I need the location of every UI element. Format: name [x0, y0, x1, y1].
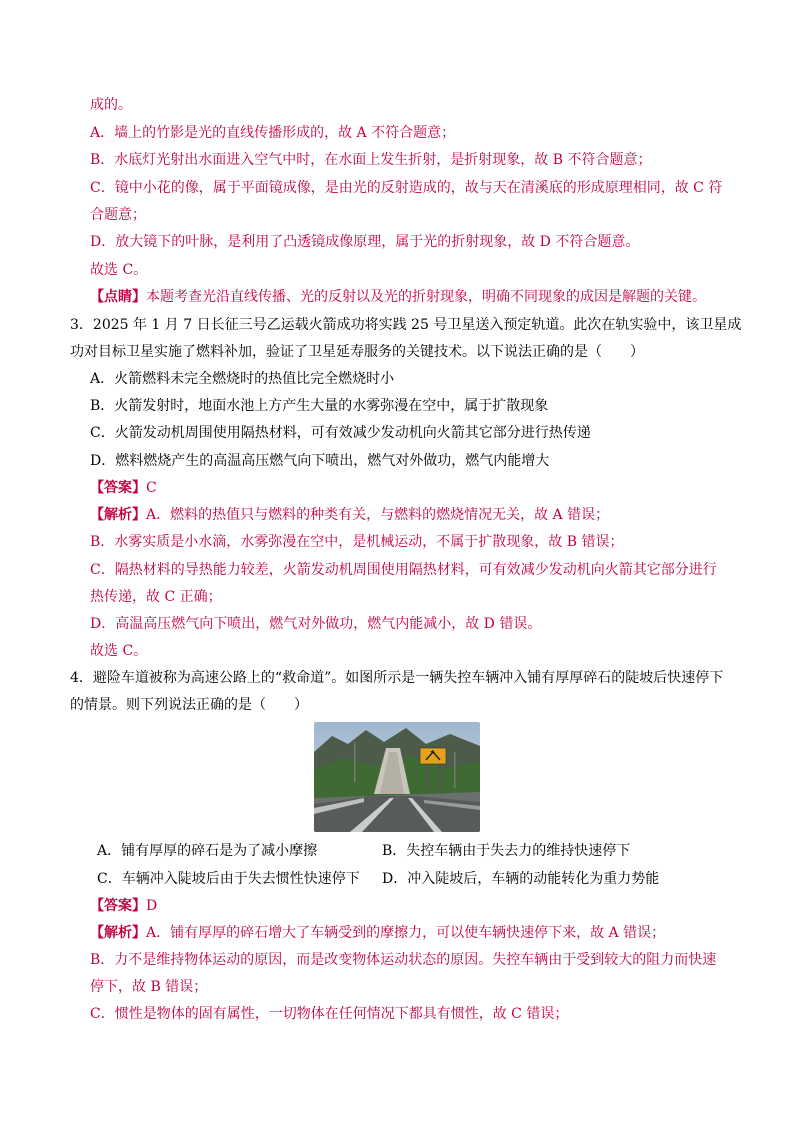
answer-tag: 【答案】 [90, 898, 146, 914]
question-4-option-b: B．失控车辆由于失去力的维持快速停下 [382, 843, 631, 859]
solution-option-a: A．墙上的竹影是光的直线传播形成的，故 A 不符合题意； [90, 125, 456, 141]
question-4-option-d: D．冲入陡坡后，车辆的动能转化为重力势能 [382, 871, 660, 887]
solution-line: 成的。 [90, 97, 132, 113]
solution-tip [90, 288, 706, 306]
question-4-option-a: A．铺有厚厚的碎石是为了减小摩擦 [97, 843, 318, 859]
answer-value: C [146, 480, 157, 496]
question-4-analysis [90, 924, 665, 942]
answer-value: D [146, 898, 158, 914]
question-4-stem: 4．避险车道被称为高速公路上的“救命道”。如图所示是一辆失控车辆冲入铺有厚厚碎石的陡坡后快速停下 [70, 670, 724, 686]
analysis-tag: 【解析】 [90, 925, 146, 941]
tip-tag: 【点睛】 [90, 289, 146, 305]
question-3-stem: 3．2025 年 1 月 7 日长征三号乙运载火箭成功将实践 25 号卫星送入预定轨道。此次在轨实验中，该卫星成 [70, 317, 742, 333]
question-4-answer [90, 897, 157, 915]
question-3-option-a: A．火箭燃料未完全燃烧时的热值比完全燃烧时小 [90, 371, 395, 387]
solution-option-d: D．放大镜下的叶脉，是利用了凸透镜成像原理，属于光的折射现象，故 D 不符合题意。 [90, 234, 640, 250]
question-3-choice: 故选 C。 [90, 643, 148, 659]
solution-option-c-cont: 合题意； [90, 207, 146, 223]
emergency-lane-photo [314, 722, 480, 832]
question-3-analysis-c-cont: 热传递，故 C 正确； [90, 589, 222, 605]
analysis-a: A．铺有厚厚的碎石增大了车辆受到的摩擦力，可以使车辆快速停下来，故 A 错误； [146, 925, 666, 941]
question-4-analysis-c: C．惯性是物体的固有属性，一切物体在任何情况下都具有惯性，故 C 错误； [90, 1006, 569, 1022]
question-3-analysis-c: C．隔热材料的导热能力较差，火箭发动机周围使用隔热材料，可有效减少发动机向火箭其它部分进行 [90, 562, 717, 578]
question-3-stem-cont: 功对目标卫星实施了燃料补加，验证了卫星延寿服务的关键技术。以下说法正确的是（ ） [70, 344, 644, 360]
question-4-option-c: C．车辆冲入陡坡后由于失去惯性快速停下 [97, 871, 360, 887]
question-3-option-c: C．火箭发动机周围使用隔热材料，可有效减少发动机向火箭其它部分进行热传递 [90, 425, 591, 441]
question-3-option-b: B．火箭发射时，地面水池上方产生大量的水雾弥漫在空中，属于扩散现象 [90, 398, 549, 414]
question-3-analysis-b: B．水雾实质是小水滴，水雾弥漫在空中，是机械运动，不属于扩散现象，故 B 错误； [90, 534, 624, 550]
solution-option-b: B．水底灯光射出水面进入空气中时，在水面上发生折射，是折射现象，故 B 不符合题意； [90, 152, 652, 168]
question-4-analysis-b: B．力不是维持物体运动的原因，而是改变物体运动状态的原因。失控车辆由于受到较大的阻力而快速 [90, 952, 717, 968]
analysis-a: A．燃料的热值只与燃料的种类有关，与燃料的燃烧情况无关，故 A 错误； [146, 507, 610, 523]
question-3-analysis-d: D．高温高压燃气向下喷出，燃气对外做功，燃气内能减小，故 D 错误。 [90, 616, 542, 632]
question-4-stem-cont: 的情景。则下列说法正确的是（ ） [70, 697, 308, 713]
answer-tag: 【答案】 [90, 480, 146, 496]
analysis-tag: 【解析】 [90, 507, 146, 523]
question-3-analysis [90, 506, 609, 524]
tip-text: 本题考查光沿直线传播、光的反射以及光的折射现象，明确不同现象的成因是解题的关键。 [146, 289, 706, 305]
question-3-answer [90, 479, 157, 497]
solution-option-c: C．镜中小花的像，属于平面镜成像，是由光的反射造成的，故与天在清溪底的形成原理相同，故 C 符 [90, 180, 723, 196]
question-4-analysis-b-cont: 停下，故 B 错误； [90, 979, 208, 995]
question-3-option-d: D．燃料燃烧产生的高温高压燃气向下喷出，燃气对外做功，燃气内能增大 [90, 453, 550, 469]
solution-choice: 故选 C。 [90, 262, 148, 278]
